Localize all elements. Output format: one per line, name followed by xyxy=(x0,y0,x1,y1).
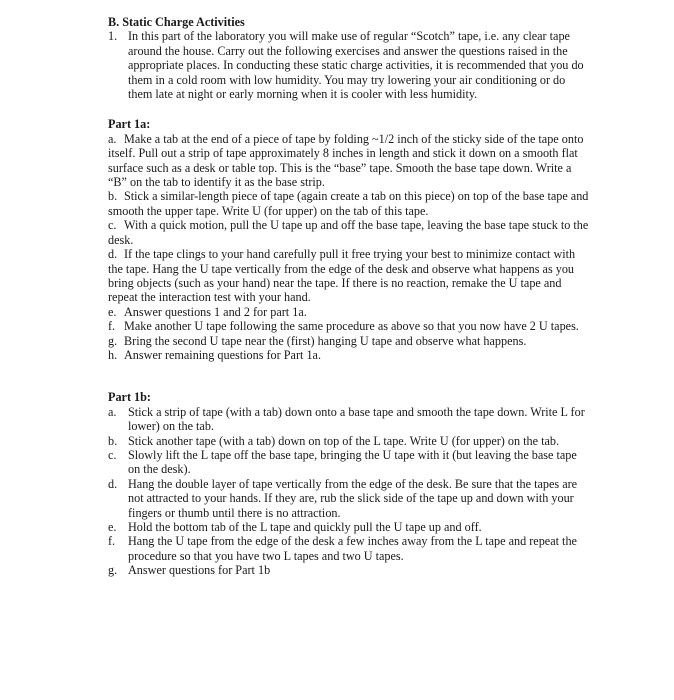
step-text: Answer remaining questions for Part 1a. xyxy=(124,347,321,362)
intro-item xyxy=(108,29,592,101)
part-1a-step-e xyxy=(108,305,592,319)
step-text: Answer questions 1 and 2 for part 1a. xyxy=(124,304,307,319)
part-1b-steps xyxy=(108,405,592,578)
step-text: Bring the second U tape near the (first) hanging U tape and observe what happens. xyxy=(124,333,527,348)
step-label: f. xyxy=(108,319,116,334)
part-1a-step-a xyxy=(108,132,592,190)
intro-item-text: In this part of the laboratory you will make use of regular “Scotch” tape, i.e. any clear tape around the house. Carry out the following exercises and answer the questions raised in the appropriate places. In conducting these static charge activities, it is recommended that you do them in a cold room with low humidity. You may try lowering your air conditioning or do them late at night or early morning when it is cooler with less humidity. xyxy=(128,29,584,102)
section-title: B. Static Charge Activities xyxy=(108,15,245,29)
step-label: c. xyxy=(108,447,117,462)
part-1b-step-g xyxy=(108,563,592,577)
step-label: b. xyxy=(108,433,118,448)
step-text: Stick a similar-length piece of tape (again create a tab on this piece) on top of the base tape and smooth the upper tape. Write U (for upper) on the tab of this tape. xyxy=(108,189,589,218)
part-1b-heading: Part 1b: xyxy=(108,390,151,405)
step-text: If the tape clings to your hand carefully pull it free trying your best to minimize contact with the tape. Hang the U tape vertically from the edge of the desk and observe what happens as you bring objects (such as your hand) near the tape. If there is no reaction, remake the U tape and repeat the interaction test with your hand. xyxy=(108,247,576,305)
step-text: Stick a strip of tape (with a tab) down onto a base tape and smooth the tape down. Write L for lower) on the tab. xyxy=(128,404,585,434)
step-label: b. xyxy=(108,189,118,204)
step-text: Slowly lift the L tape off the base tape, bringing the U tape with it (but leaving the base tape on the desk). xyxy=(128,447,577,477)
step-text: Stick another tape (with a tab) down on top of the L tape. Write U (for upper) on the tab. xyxy=(128,433,560,448)
part-1b-step-f xyxy=(108,534,592,563)
step-text: Hang the double layer of tape vertically from the edge of the desk. Be sure that the tapes are not attracted to your hands. If they are, rub the slick side of the tape up and down with your fingers or thumb until there is no attraction. xyxy=(128,476,578,520)
step-text: With a quick motion, pull the U tape up and off the base tape, leaving the base tape stuck to the desk. xyxy=(108,218,589,247)
step-label: h. xyxy=(108,347,118,362)
part-1b-step-d xyxy=(108,477,592,520)
part-1a-step-f xyxy=(108,319,592,333)
step-text: Make another U tape following the same procedure as above so that you now have 2 U tapes. xyxy=(124,319,579,334)
part-1a-step-h xyxy=(108,348,592,362)
step-text: Answer questions for Part 1b xyxy=(128,563,271,578)
part-1a-step-c xyxy=(108,218,592,247)
document-page xyxy=(108,15,592,578)
step-label: d. xyxy=(108,476,118,491)
part-1b-step-a xyxy=(108,405,592,434)
part-1a-step-g xyxy=(108,334,592,348)
step-label: g. xyxy=(108,563,118,578)
step-label: f. xyxy=(108,534,116,549)
step-label: a. xyxy=(108,404,117,419)
step-label: d. xyxy=(108,247,118,262)
part-1a-heading: Part 1a: xyxy=(108,117,151,132)
step-text: Hang the U tape from the edge of the desk a few inches away from the L tape and repeat the procedure so that you have two L tapes and two U tapes. xyxy=(128,534,577,563)
part-1a-step-b xyxy=(108,189,592,218)
step-label: e. xyxy=(108,304,117,319)
part-1a-steps xyxy=(108,132,592,363)
part-1b-step-c xyxy=(108,448,592,477)
step-text: Hold the bottom tab of the L tape and quickly pull the U tape up and off. xyxy=(128,520,482,534)
step-label: e. xyxy=(108,520,117,534)
step-label: c. xyxy=(108,218,117,233)
step-text: Make a tab at the end of a piece of tape by folding ~1/2 inch of the sticky side of the tape onto itself. Pull out a strip of tape approximately 8 inches in length and stick it down on a smooth flat surface such as a desk or table top. This is the “base” tape. Smooth the base tape down. Write a “B” on the tab to identify it as the base strip. xyxy=(108,131,584,190)
intro-item-number: 1. xyxy=(108,29,118,44)
part-1b-step-b xyxy=(108,434,592,448)
part-1a-step-d xyxy=(108,247,592,305)
part-1b-step-e xyxy=(108,520,592,534)
step-label: a. xyxy=(108,131,117,146)
step-label: g. xyxy=(108,333,118,348)
